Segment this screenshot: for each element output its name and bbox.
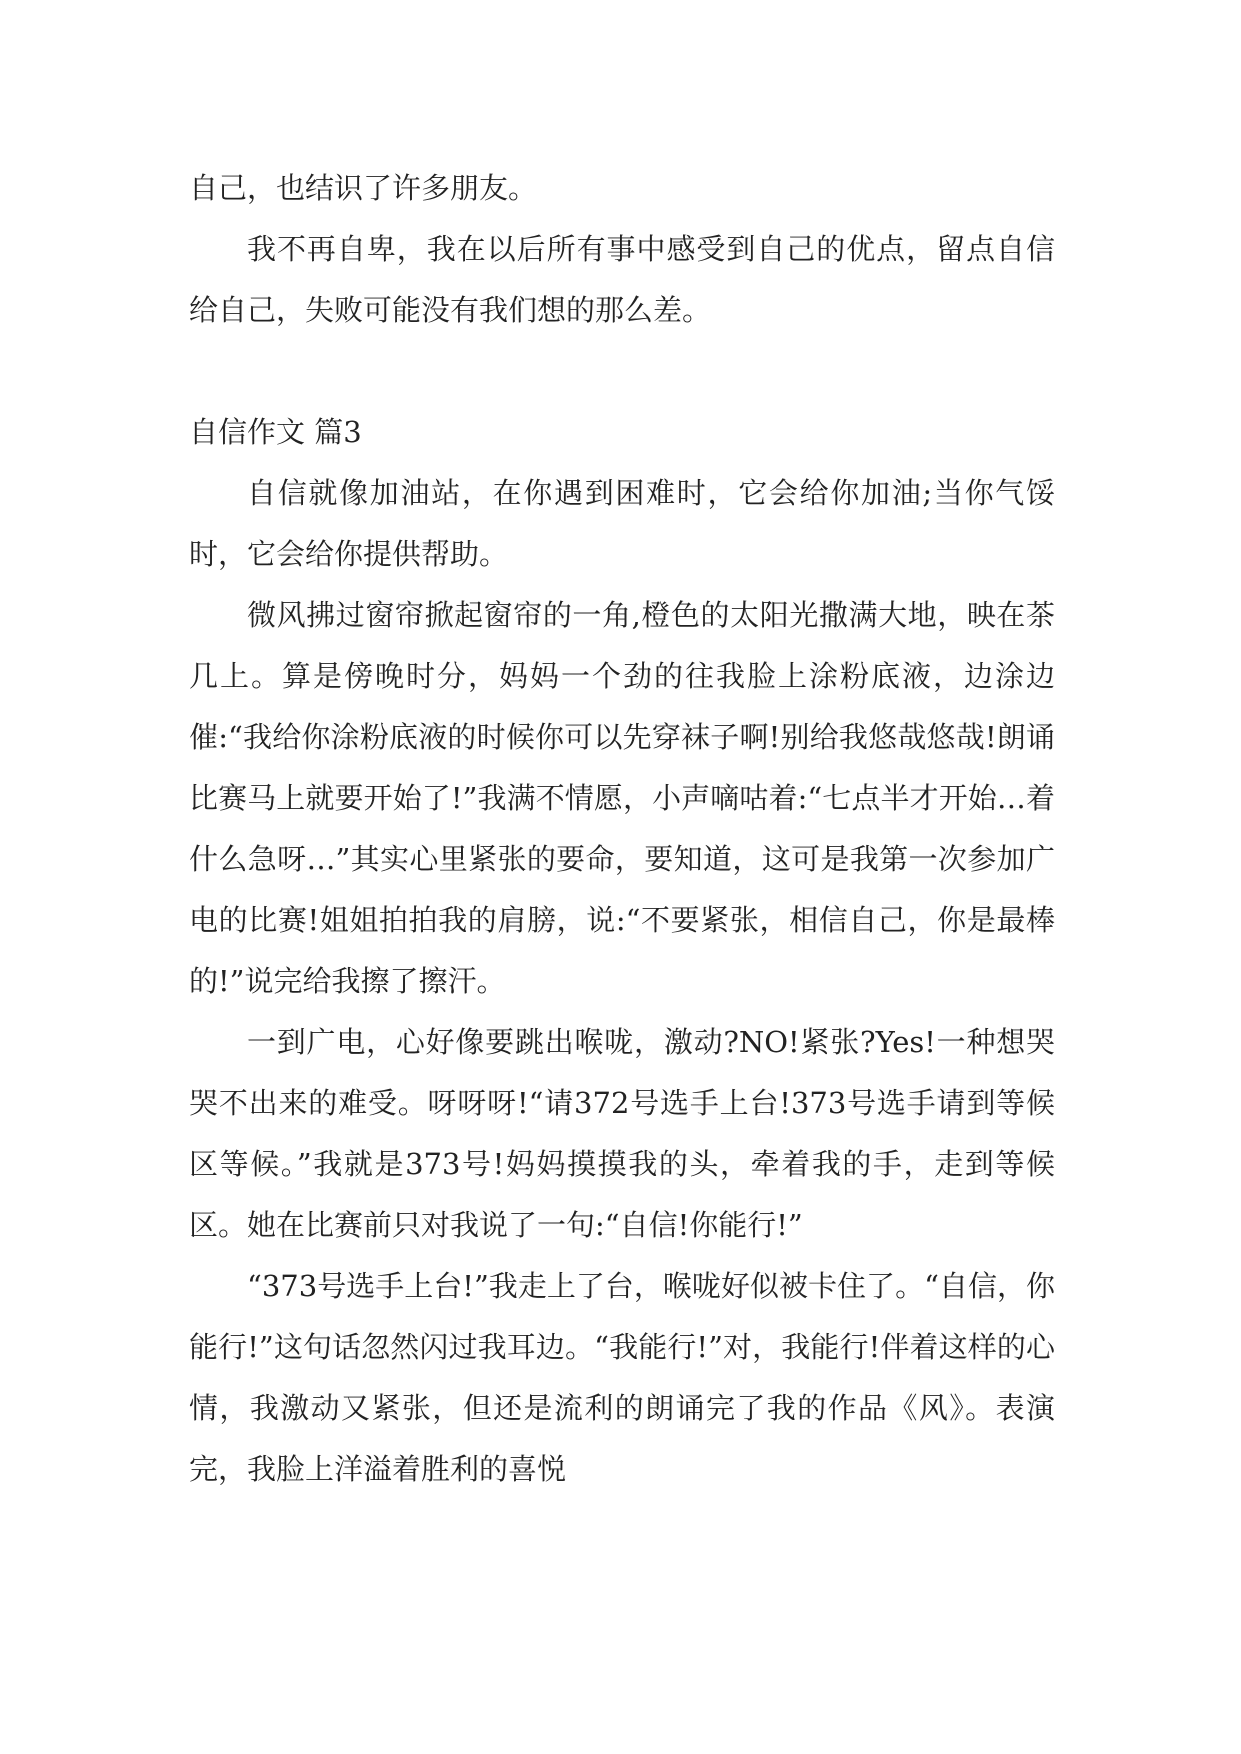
- section-heading: 自信作文 篇3: [189, 415, 362, 449]
- document-body: [189, 158, 1055, 1500]
- paragraph-before-contest: 微风拂过窗帘掀起窗帘的一角,橙色的太阳光撒满大地，映在茶几上。算是傍晚时分，妈妈一个劲的往我脸上涂粉底液，边涂边催:“我给你涂粉底液的时候你可以先穿袜子啊!别给我悠哉悠哉!朗诵比赛马上就要开始了!”我满不情愿，小声嘀咕着:“七点半才开始…着什么急呀…”其实心里紧张的要命，要知道，这可是我第一次参加广电的比赛!姐姐拍拍我的肩膀，说:“不要紧张，相信自己，你是最棒的!”说完给我擦了擦汗。: [189, 598, 1055, 998]
- paragraph-no-longer-inferior: 我不再自卑，我在以后所有事中感受到自己的优点，留点自信给自己，失败可能没有我们想的那么差。: [189, 232, 1055, 327]
- paragraph-continuation: 自己，也结识了许多朋友。: [189, 171, 538, 205]
- paragraph-arrival: 一到广电，心好像要跳出喉咙，激动?NO!紧张?Yes!一种想哭哭不出来的难受。呀呀呀!“请372号选手上台!373号选手请到等候区等候。”我就是373号!妈妈摸摸我的头，牵着我的手，走到等候区。她在比赛前只对我说了一句:“自信!你能行!”: [189, 1025, 1055, 1242]
- paragraph-on-stage: “373号选手上台!”我走上了台，喉咙好似被卡住了。“自信，你能行!”这句话忽然闪过我耳边。“我能行!”对，我能行!伴着这样的心情，我激动又紧张，但还是流利的朗诵完了我的作品《风》。表演完，我脸上洋溢着胜利的喜悦: [189, 1269, 1055, 1486]
- paragraph-gas-station: 自信就像加油站，在你遇到困难时，它会给你加油;当你气馁时，它会给你提供帮助。: [189, 476, 1055, 571]
- section-gap: [189, 341, 1055, 402]
